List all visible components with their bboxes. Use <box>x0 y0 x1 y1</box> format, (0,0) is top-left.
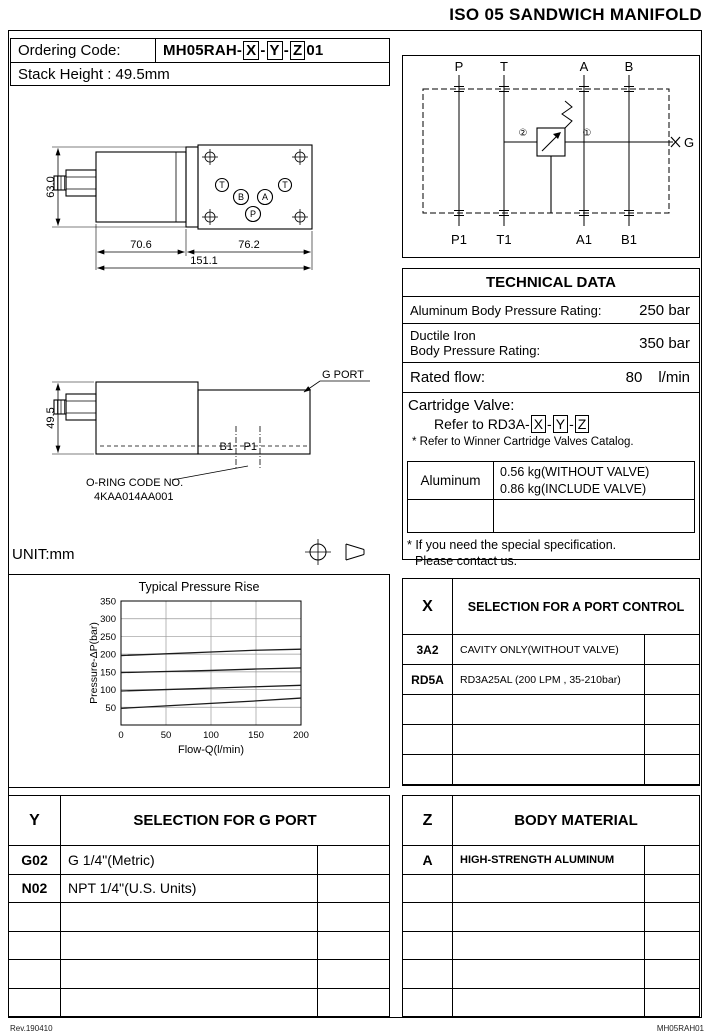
row-code <box>403 755 453 784</box>
ductile-iron-pressure-value: 350 bar <box>639 334 690 352</box>
y-table-code-header: Y <box>9 796 61 845</box>
port-b: B <box>237 192 245 202</box>
ordering-code-box <box>10 38 390 63</box>
svg-text:150: 150 <box>248 730 264 741</box>
table-row <box>9 846 389 875</box>
y-selection-table <box>8 795 390 1018</box>
weight-without-valve: 0.56 kg(WITHOUT VALVE) <box>500 464 650 479</box>
dimension-lines <box>52 382 94 454</box>
ductile-iron-pressure-row <box>403 324 699 363</box>
ductile-iron-label-line1: Ductile Iron <box>410 328 476 343</box>
projection-cone-icon <box>346 544 364 560</box>
row-label <box>61 989 317 1017</box>
row-extra-cell <box>644 695 699 724</box>
table-row <box>9 932 389 961</box>
code-box-x: X <box>243 41 259 60</box>
chart-title: Typical Pressure Rise <box>138 580 260 594</box>
table-row <box>403 725 699 755</box>
port-t-left: T <box>219 180 225 190</box>
code-prefix: MH05RAH- <box>163 42 243 59</box>
x-table-code-header: X <box>403 579 453 634</box>
row-code <box>9 932 61 960</box>
z-table-header <box>403 796 699 846</box>
dim-total-label: 151.1 <box>190 255 218 267</box>
table-row <box>403 755 699 785</box>
row-extra-cell <box>317 989 389 1017</box>
row-label <box>453 989 644 1017</box>
row-extra-cell <box>644 960 699 988</box>
rated-flow-row <box>403 363 699 393</box>
valve-side-view <box>54 147 198 227</box>
marker-2-icon: ② <box>518 128 528 139</box>
port-p1-label: P1 <box>451 232 467 247</box>
row-code: G02 <box>9 846 61 874</box>
row-code: 3A2 <box>403 635 453 664</box>
row-extra-cell <box>317 846 389 874</box>
table-row <box>403 903 699 932</box>
oring-callout <box>86 466 248 503</box>
dim-height-label: 49.5 <box>45 407 57 429</box>
row-label <box>453 695 644 724</box>
code-separator: - <box>260 42 266 59</box>
cartridge-valve-label: Cartridge Valve: <box>408 397 515 414</box>
special-spec-note <box>403 533 699 570</box>
row-label: G 1/4"(Metric) <box>68 851 155 868</box>
marker-1-icon: ① <box>582 128 592 139</box>
weight-include-valve: 0.86 kg(INCLUDE VALVE) <box>500 481 647 496</box>
port-p: P <box>249 209 257 219</box>
svg-text:50: 50 <box>105 702 116 714</box>
z-table-title: BODY MATERIAL <box>514 812 638 829</box>
port-t-right: T <box>282 180 288 190</box>
table-row <box>403 932 699 961</box>
table-row <box>403 846 699 875</box>
weight-empty-cell <box>494 500 694 532</box>
special-spec-line1: * If you need the special specification. <box>407 538 617 552</box>
technical-data-panel <box>402 268 700 569</box>
cartridge-box-x: X <box>531 415 546 433</box>
row-label <box>453 875 644 903</box>
table-row <box>9 960 389 989</box>
technical-data-title: TECHNICAL DATA <box>403 269 699 297</box>
y-axis-label: Pressure-ΔP(bar) <box>88 622 100 704</box>
row-code <box>403 725 453 754</box>
weight-material-cell: Aluminum <box>408 462 494 500</box>
cartridge-box-y: Y <box>553 415 568 433</box>
ordering-code-value <box>156 39 389 62</box>
footer-revision: Rev.190410 <box>10 1024 53 1033</box>
svg-text:100: 100 <box>100 685 116 697</box>
table-row <box>403 960 699 989</box>
aluminum-pressure-label: Aluminum Body Pressure Rating: <box>410 302 602 318</box>
ductile-iron-label-line2: Body Pressure Rating: <box>410 343 541 358</box>
relief-valve-symbol <box>504 101 673 213</box>
x-axis-label: Flow-Q(l/min) <box>178 744 244 756</box>
weight-table <box>407 461 695 533</box>
row-label <box>453 960 644 988</box>
row-extra-cell <box>644 932 699 960</box>
row-extra-cell <box>644 755 699 784</box>
aluminum-pressure-value: 250 bar <box>639 301 690 319</box>
x-table-title: SELECTION FOR A PORT CONTROL <box>467 599 685 614</box>
dim-height-label: 63.0 <box>45 176 57 198</box>
special-spec-line2: Please contact us. <box>415 554 518 569</box>
stack-height-box: Stack Height : 49.5mm <box>10 62 390 86</box>
svg-text:350: 350 <box>100 596 116 608</box>
port-b-label: B <box>624 59 634 74</box>
table-row <box>403 635 699 665</box>
bottom-port-labels <box>451 232 637 247</box>
page-title: ISO 05 SANDWICH MANIFOLD <box>449 5 702 24</box>
oring-code-line1: O-RING CODE NO. <box>86 477 184 489</box>
row-extra-cell <box>644 875 699 903</box>
row-code <box>9 989 61 1017</box>
row-code: N02 <box>9 875 61 903</box>
x-tick-labels <box>118 730 309 741</box>
code-box-z: Z <box>290 41 305 60</box>
row-code <box>9 903 61 931</box>
row-extra-cell <box>317 875 389 903</box>
table-row <box>403 665 699 695</box>
dimension-lines <box>52 147 312 270</box>
top-port-labels <box>455 59 634 74</box>
y-table-header <box>9 796 389 846</box>
cartridge-separator: - <box>547 416 552 432</box>
row-extra-cell <box>644 846 699 874</box>
row-label <box>453 725 644 754</box>
cartridge-prefix: Refer to RD3A- <box>434 416 530 432</box>
g-port-callout <box>304 369 370 392</box>
port-lines <box>459 75 629 226</box>
z-table-code-header: Z <box>403 796 453 845</box>
rated-flow-value: 80 <box>625 369 643 386</box>
svg-text:300: 300 <box>100 614 116 626</box>
row-extra-cell <box>644 725 699 754</box>
code-suffix: 01 <box>306 42 324 59</box>
row-label <box>453 755 644 784</box>
cartridge-catalog-note: * Refer to Winner Cartridge Valves Catalog. <box>412 436 634 449</box>
rated-flow-unit: l/min <box>658 369 690 386</box>
port-t-label: T <box>500 59 508 74</box>
row-label <box>453 932 644 960</box>
side-port-labels <box>220 441 257 453</box>
row-code <box>403 903 453 931</box>
row-extra-cell <box>644 635 699 664</box>
row-code: A <box>403 846 453 874</box>
unit-label: UNIT:mm <box>12 546 75 563</box>
port-connection-ticks <box>454 87 634 216</box>
svg-text:50: 50 <box>160 730 172 741</box>
svg-text:200: 200 <box>100 649 116 661</box>
projection-target-icon <box>305 539 331 565</box>
x-selection-table <box>402 578 700 786</box>
row-code: RD5A <box>403 665 453 694</box>
row-extra-cell <box>317 903 389 931</box>
cartridge-separator: - <box>569 416 574 432</box>
row-label: HIGH-STRENGTH ALUMINUM <box>460 853 615 866</box>
row-label <box>61 903 317 931</box>
table-row <box>9 903 389 932</box>
row-label <box>61 960 317 988</box>
oring-code-line2: 4KAA014AA001 <box>94 491 174 503</box>
weight-empty-cell <box>408 500 494 532</box>
weight-values-cell <box>494 462 694 500</box>
pressure-rise-chart <box>8 574 390 788</box>
cartridge-box-z: Z <box>575 415 590 433</box>
row-code <box>403 989 453 1017</box>
port-a-label: A <box>579 59 589 74</box>
svg-text:150: 150 <box>100 667 116 679</box>
manifold-boundary <box>423 89 669 213</box>
hydraulic-circuit-diagram <box>402 55 700 258</box>
cartridge-refer-line <box>408 415 699 433</box>
svg-text:0: 0 <box>118 730 124 741</box>
svg-text:200: 200 <box>293 730 309 741</box>
port-a: A <box>261 192 269 202</box>
g-port-label: G PORT <box>322 369 364 381</box>
table-row <box>403 989 699 1018</box>
row-label <box>61 932 317 960</box>
y-table-title: SELECTION FOR G PORT <box>133 812 317 829</box>
table-row <box>403 695 699 725</box>
dimension-drawing-top <box>8 90 393 277</box>
row-label: RD3A25AL (200 LPM , 35-210bar) <box>460 673 621 686</box>
port-p-label: P <box>454 59 464 74</box>
row-code <box>403 695 453 724</box>
row-extra-cell <box>644 665 699 694</box>
dimension-drawing-side <box>8 366 393 573</box>
port-t1-label: T1 <box>496 232 512 247</box>
row-code <box>403 960 453 988</box>
z-selection-table <box>402 795 700 1018</box>
row-label: NPT 1/4"(U.S. Units) <box>68 880 197 897</box>
table-row <box>9 989 389 1018</box>
port-b1-label: B1 <box>621 232 637 247</box>
row-extra-cell <box>317 960 389 988</box>
code-box-y: Y <box>267 41 283 60</box>
row-extra-cell <box>317 932 389 960</box>
aluminum-pressure-row <box>403 297 699 324</box>
g-port-label: G <box>684 135 695 150</box>
x-table-header <box>403 579 699 635</box>
rated-flow-label: Rated flow: <box>410 369 486 386</box>
y-tick-labels <box>100 597 116 714</box>
row-extra-cell <box>644 903 699 931</box>
table-row <box>403 875 699 904</box>
code-separator: - <box>283 42 289 59</box>
svg-text:250: 250 <box>100 631 116 643</box>
row-code <box>403 932 453 960</box>
row-code <box>403 875 453 903</box>
row-label: CAVITY ONLY(WITHOUT VALVE) <box>460 643 619 656</box>
port-a1-label: A1 <box>576 232 592 247</box>
port-b1-label: B1 <box>219 441 233 453</box>
row-extra-cell <box>644 989 699 1017</box>
row-code <box>9 960 61 988</box>
cartridge-valve-section <box>403 393 699 459</box>
port-p1-label: P1 <box>243 441 257 453</box>
dim-body-label: 70.6 <box>130 239 152 251</box>
dim-plate-label: 76.2 <box>238 239 260 251</box>
footer-part-number: MH05RAH01 <box>656 1024 704 1033</box>
table-row <box>9 875 389 904</box>
port-letters <box>219 180 288 219</box>
valve-side-view <box>54 382 310 454</box>
row-label <box>453 903 644 931</box>
svg-text:100: 100 <box>203 730 219 741</box>
ordering-code-label: Ordering Code: <box>11 39 156 62</box>
